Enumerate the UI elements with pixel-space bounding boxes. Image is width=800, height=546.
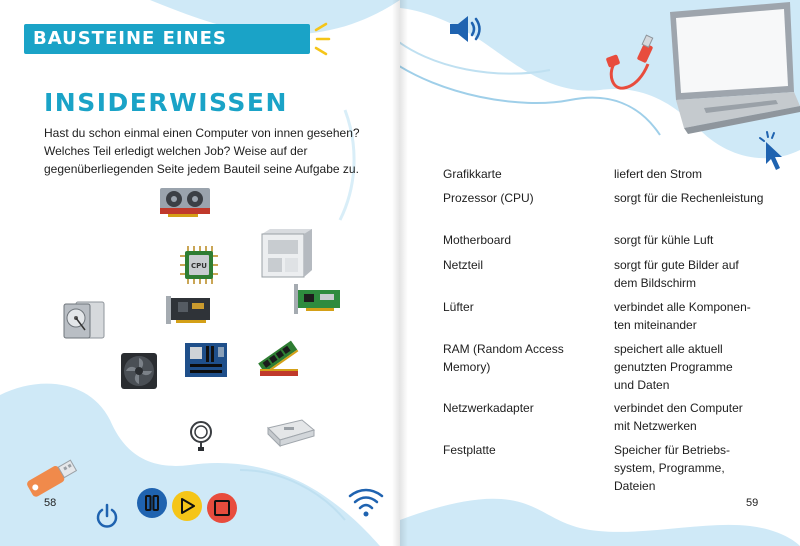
term-6[interactable]: RAM (Random Access Memory): [443, 342, 564, 374]
hard-drive-image[interactable]: [62, 300, 106, 340]
intro-text: Hast du schon einmal einen Computer von innen gesehen? Welches Teil erledigt welchen Job? Weise auf der gegenüberliegenden Seite jedem Bauteil seine Aufgabe zu.: [44, 126, 360, 176]
section-title: INSIDERWISSEN: [44, 88, 288, 117]
description-4[interactable]: sorgt für gute Bilder auf dem Bildschirm: [614, 258, 739, 290]
usb-cable-image: [604, 34, 656, 96]
cable-image[interactable]: [186, 418, 216, 452]
term-2[interactable]: Prozessor (CPU): [443, 191, 534, 205]
header-badge: BAUSTEINE EINES COMPUTERS: [24, 24, 310, 54]
page-number-left: 58: [44, 497, 57, 509]
description-2[interactable]: sorgt für die Rechenleistung: [614, 191, 764, 205]
cpu-chip-label: CPU: [191, 262, 207, 270]
right-page: [400, 0, 800, 546]
term-4[interactable]: Netzteil: [443, 258, 484, 272]
speaker-icon: [446, 12, 488, 46]
description-3[interactable]: sorgt für kühle Luft: [614, 233, 714, 247]
case-fan-image[interactable]: [120, 352, 158, 390]
power-supply-image[interactable]: [266, 418, 316, 448]
network-card-image[interactable]: [290, 284, 342, 318]
term-8[interactable]: Festplatte: [443, 443, 496, 457]
description-1[interactable]: liefert den Strom: [614, 167, 703, 181]
media-controls: [136, 486, 238, 526]
ram-module-image[interactable]: [256, 336, 300, 378]
wifi-icon-center: [346, 486, 386, 520]
book-gutter: [392, 0, 408, 546]
term-1[interactable]: Grafikkarte: [443, 167, 502, 181]
description-8[interactable]: Speicher für Betriebs-system, Programme, Dateien: [614, 443, 731, 493]
power-icon: [94, 502, 120, 530]
pc-case-image[interactable]: [258, 228, 314, 278]
term-7[interactable]: Netzwerkadapter: [443, 401, 534, 415]
page-number-right: 59: [746, 497, 759, 509]
sound-card-image[interactable]: [164, 294, 212, 326]
description-5[interactable]: verbindet alle Komponen-ten miteinander: [614, 300, 751, 332]
cpu-chip-image[interactable]: [180, 246, 218, 284]
laptop-image: [664, 0, 800, 140]
motherboard-image[interactable]: [184, 342, 228, 378]
term-5[interactable]: Lüfter: [443, 300, 474, 314]
graphics-card-image[interactable]: [158, 184, 212, 218]
term-3[interactable]: Motherboard: [443, 233, 512, 247]
spark-icon: [312, 22, 332, 56]
description-6[interactable]: speichert alle aktuell genutzten Programme und Daten: [614, 342, 733, 392]
description-7[interactable]: verbindet den Computer mit Netzwerken: [614, 401, 743, 433]
